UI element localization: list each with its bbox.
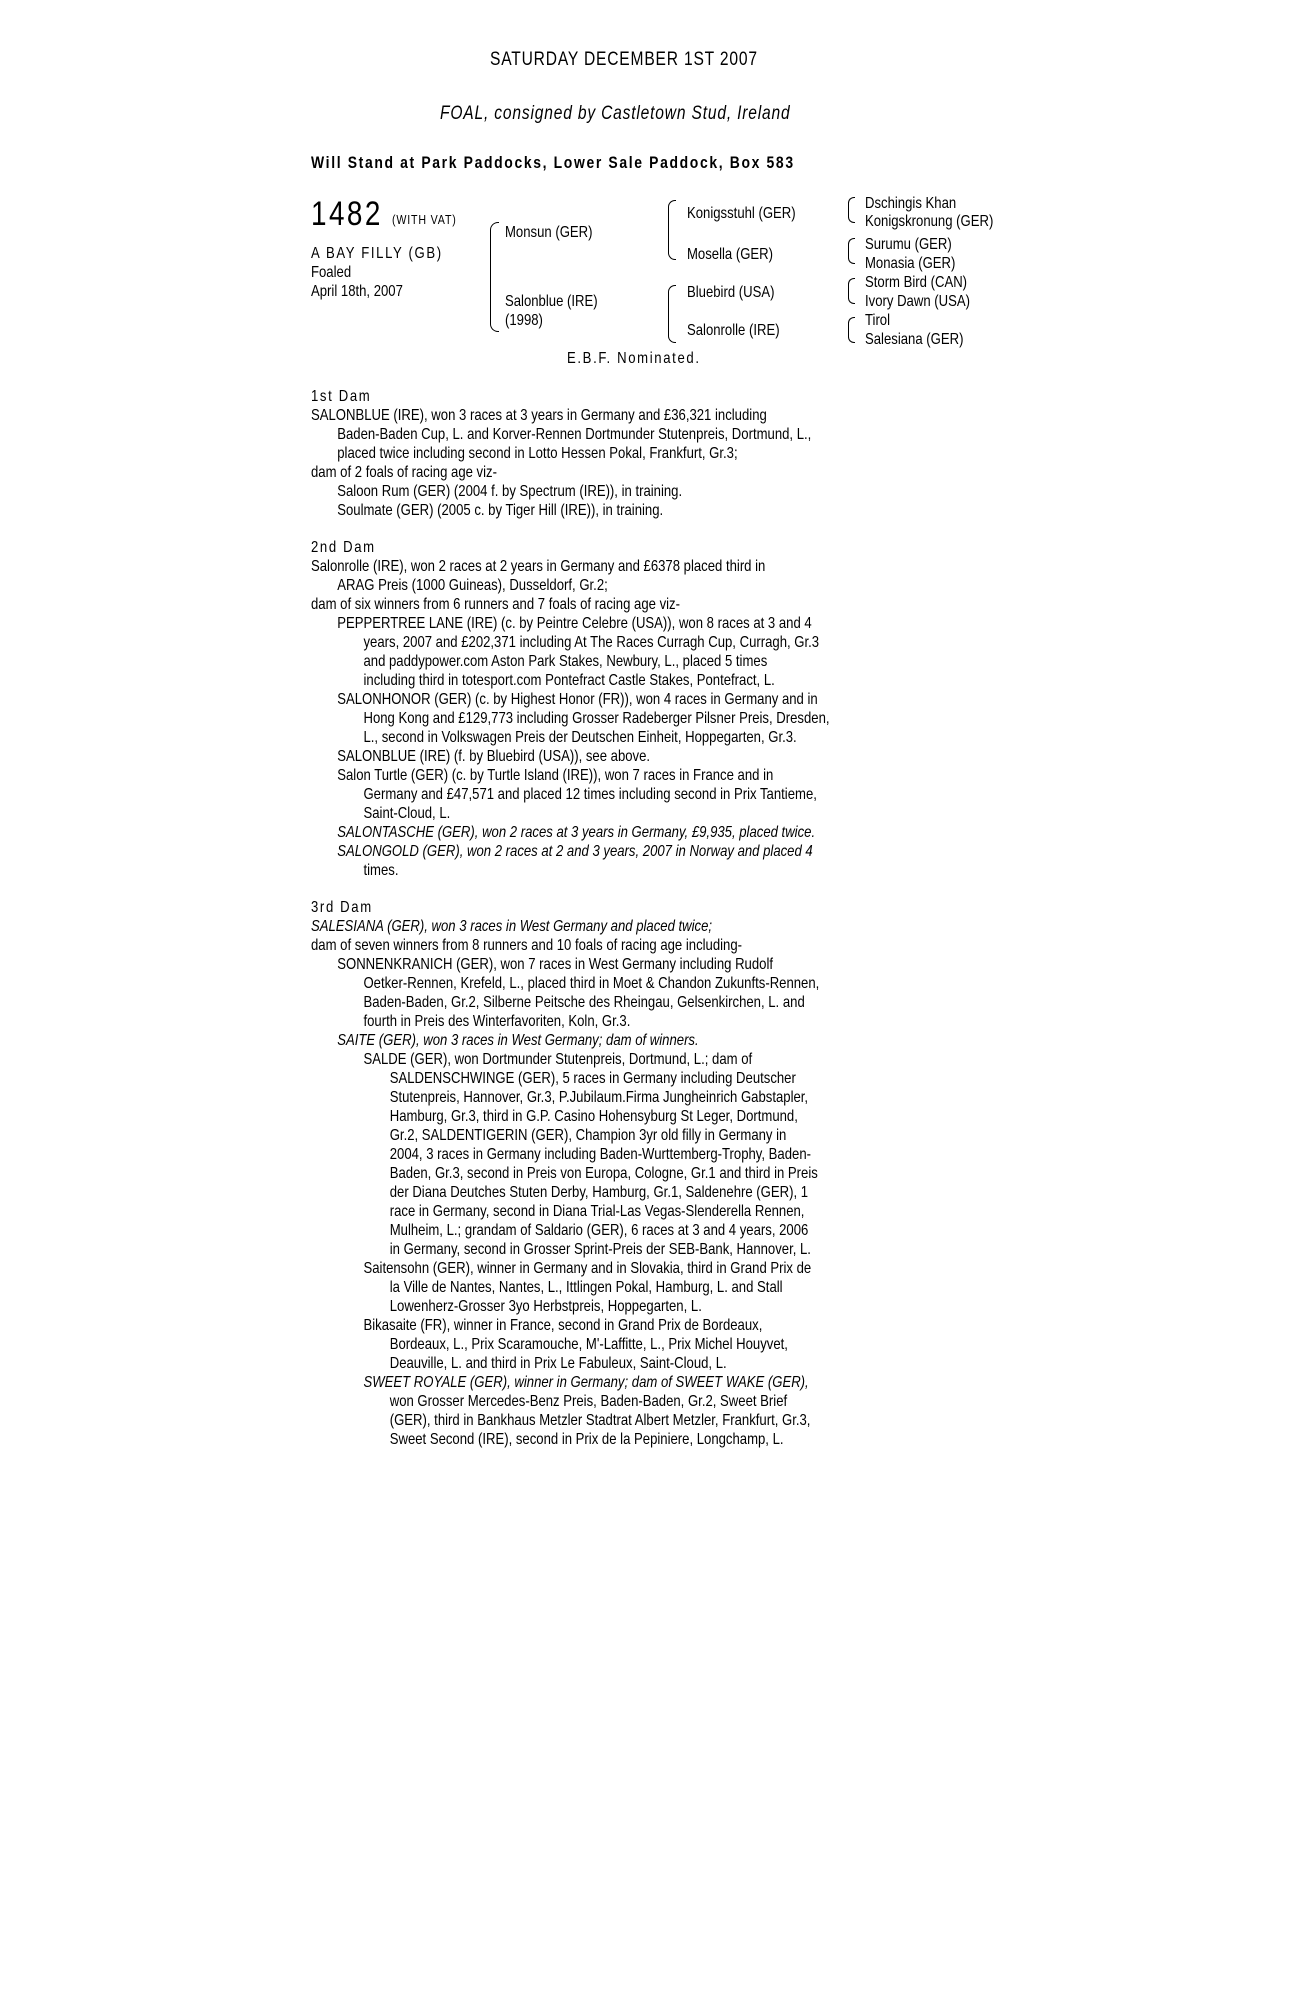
produce-line: Bordeaux, L., Prix Scaramouche, M'-Laffitte, L., Prix Michel Houyvet, xyxy=(389,1336,788,1353)
pedigree-g1: Dschingis Khan xyxy=(865,195,957,212)
second-dam-section xyxy=(311,538,934,880)
lot-number: 1482 xyxy=(311,195,383,233)
produce-line: SALDENSCHWINGE (GER), 5 races in Germany including Deutscher xyxy=(389,1070,796,1087)
produce-line: Oetker-Rennen, Krefeld, L., placed third in Moet & Chandon Zukunfts-Rennen, xyxy=(363,975,820,992)
produce-line: SALONGOLD (GER), won 2 races at 2 and 3 years, 2007 in Norway and placed 4 xyxy=(337,843,813,860)
produce-line: Saitensohn (GER), winner in Germany and in Slovakia, third in Grand Prix de xyxy=(363,1260,812,1277)
lot-description: A BAY FILLY (GB) xyxy=(311,245,443,262)
pedigree-brace-g56 xyxy=(848,278,855,304)
dam-line: dam of six winners from 6 runners and 7 foals of racing age viz- xyxy=(311,596,680,613)
produce-line: years, 2007 and £202,371 including At The Races Curragh Cup, Curragh, Gr.3 xyxy=(363,634,820,651)
produce-line: L., second in Volkswagen Preis der Deutschen Einheit, Hoppegarten, Gr.3. xyxy=(363,729,797,746)
third-dam-section xyxy=(311,898,934,1449)
pedigree-brace-g34 xyxy=(848,238,855,264)
dam-line: placed twice including second in Lotto Hessen Pokal, Frankfurt, Gr.3; xyxy=(337,445,738,462)
pedigree-dam: Salonblue (IRE) xyxy=(505,293,598,310)
pedigree-g5: Storm Bird (CAN) xyxy=(865,274,968,291)
produce-line: Salon Turtle (GER) (c. by Turtle Island (IRE)), won 7 races in France and in xyxy=(337,767,774,784)
pedigree-brace-g12 xyxy=(848,197,855,223)
pedigree-g6: Ivory Dawn (USA) xyxy=(865,293,970,310)
produce-line: SWEET ROYALE (GER), winner in Germany; dam of SWEET WAKE (GER), xyxy=(363,1374,809,1391)
pedigree-g2: Konigskronung (GER) xyxy=(865,213,994,230)
dam-line: SALESIANA (GER), won 3 races in West Germany and placed twice; xyxy=(311,918,713,935)
vat-note: (WITH VAT) xyxy=(392,212,457,227)
produce-line: including third in totesport.com Pontefract Castle Stakes, Pontefract, L. xyxy=(363,672,775,689)
produce-line: 2004, 3 races in Germany including Baden-Wurttemberg-Trophy, Baden- xyxy=(389,1146,811,1163)
first-dam-section xyxy=(311,387,934,520)
produce-line: Hong Kong and £129,773 including Grosser Radeberger Pilsner Preis, Dresden, xyxy=(363,710,830,727)
dam-line: Baden-Baden Cup, L. and Korver-Rennen Dortmunder Stutenpreis, Dortmund, L., xyxy=(337,426,812,443)
produce-line: der Diana Deutches Stuten Derby, Hamburg, Gr.1, Saldenehre (GER), 1 xyxy=(389,1184,809,1201)
pedigree-g4: Monasia (GER) xyxy=(865,255,956,272)
produce-line: Hamburg, Gr.3, third in G.P. Casino Hohensyburg St Leger, Dortmund, xyxy=(389,1108,798,1125)
lot-heading xyxy=(311,196,399,232)
pedigree-sire-dam: Mosella (GER) xyxy=(687,246,774,263)
section-title: 1st Dam xyxy=(311,388,372,405)
sale-date: SATURDAY DECEMBER 1ST 2007 xyxy=(490,49,758,70)
dam-line: ARAG Preis (1000 Guineas), Dusseldorf, Gr.2; xyxy=(337,577,608,594)
section-title: 2nd Dam xyxy=(311,539,376,556)
dam-line: Salonrolle (IRE), won 2 races at 2 years in Germany and £6378 placed third in xyxy=(311,558,766,575)
produce-line: in Germany, second in Grosser Sprint-Preis der SEB-Bank, Hannover, L. xyxy=(389,1241,811,1258)
produce-line: and paddypower.com Aston Park Stakes, Newbury, L., placed 5 times xyxy=(363,653,768,670)
dam-line: dam of 2 foals of racing age viz- xyxy=(311,464,497,481)
produce-line: Deauville, L. and third in Prix Le Fabuleux, Saint-Cloud, L. xyxy=(389,1355,727,1372)
produce-line: race in Germany, second in Diana Trial-Las Vegas-Slenderella Rennen, xyxy=(389,1203,805,1220)
produce-line: Germany and £47,571 and placed 12 times including second in Prix Tantieme, xyxy=(363,786,817,803)
produce-line: PEPPERTREE LANE (IRE) (c. by Peintre Celebre (USA)), won 8 races at 3 and 4 xyxy=(337,615,812,632)
produce-line: Saloon Rum (GER) (2004 f. by Spectrum (IRE)), in training. xyxy=(337,483,683,500)
produce-line: SONNENKRANICH (GER), won 7 races in West Germany including Rudolf xyxy=(337,956,774,973)
produce-line: Gr.2, SALDENTIGERIN (GER), Champion 3yr old filly in Germany in xyxy=(389,1127,787,1144)
pedigree-brace-sire xyxy=(668,200,676,260)
produce-line: Mulheim, L.; grandam of Saldario (GER), 6 races at 3 and 4 years, 2006 xyxy=(389,1222,809,1239)
pedigree-brace-dam xyxy=(668,285,676,343)
pedigree-sire-sire: Konigsstuhl (GER) xyxy=(687,205,796,222)
produce-line: Baden-Baden, Gr.2, Silberne Peitsche des Rheingau, Gelsenkirchen, L. and xyxy=(363,994,805,1011)
pedigree-sire: Monsun (GER) xyxy=(505,224,593,241)
produce-line: SALONHONOR (GER) (c. by Highest Honor (FR)), won 4 races in Germany and in xyxy=(337,691,818,708)
stand-location: Will Stand at Park Paddocks, Lower Sale Paddock, Box 583 xyxy=(311,153,795,172)
pedigree-dam-dam: Salonrolle (IRE) xyxy=(687,322,780,339)
foaled-date: April 18th, 2007 xyxy=(311,283,403,300)
pedigree-g8: Salesiana (GER) xyxy=(865,331,964,348)
pedigree-g7: Tirol xyxy=(865,312,891,329)
produce-line: SAITE (GER), won 3 races in West Germany; dam of winners. xyxy=(337,1032,699,1049)
pedigree-dam-sire: Bluebird (USA) xyxy=(687,284,775,301)
ebf-nomination: E.B.F. Nominated. xyxy=(567,350,701,367)
produce-line: Lowenherz-Grosser 3yo Herbstpreis, Hoppegarten, L. xyxy=(389,1298,702,1315)
produce-line: la Ville de Nantes, Nantes, L., Ittlingen Pokal, Hamburg, L. and Stall xyxy=(389,1279,783,1296)
produce-line: SALONTASCHE (GER), won 2 races at 3 years in Germany, £9,935, placed twice. xyxy=(337,824,816,841)
produce-line: Saint-Cloud, L. xyxy=(363,805,451,822)
pedigree-g3: Surumu (GER) xyxy=(865,236,952,253)
dam-line: dam of seven winners from 8 runners and 10 foals of racing age including- xyxy=(311,937,743,954)
produce-line: Baden, Gr.3, second in Preis von Europa, Cologne, Gr.1 and third in Preis xyxy=(389,1165,818,1182)
produce-line: Sweet Second (IRE), second in Prix de la Pepiniere, Longchamp, L. xyxy=(389,1431,784,1448)
produce-line: Soulmate (GER) (2005 c. by Tiger Hill (IRE)), in training. xyxy=(337,502,664,519)
produce-line: times. xyxy=(363,862,399,879)
consignor-line: FOAL, consigned by Castletown Stud, Ireland xyxy=(440,103,791,124)
produce-line: (GER), third in Bankhaus Metzler Stadtrat Albert Metzler, Frankfurt, Gr.3, xyxy=(389,1412,811,1429)
dam-line: SALONBLUE (IRE), won 3 races at 3 years in Germany and £36,321 including xyxy=(311,407,767,424)
pedigree-brace-g78 xyxy=(848,317,855,343)
produce-line: SALDE (GER), won Dortmunder Stutenpreis, Dortmund, L.; dam of xyxy=(363,1051,753,1068)
produce-line: won Grosser Mercedes-Benz Preis, Baden-Baden, Gr.2, Sweet Brief xyxy=(389,1393,788,1410)
pedigree-brace-main xyxy=(490,222,499,332)
produce-line: fourth in Preis des Winterfavoriten, Koln, Gr.3. xyxy=(363,1013,631,1030)
pedigree-dam-year: (1998) xyxy=(505,312,543,329)
produce-line: Stutenpreis, Hannover, Gr.3, P.Jubilaum.Firma Jungheinrich Gabstapler, xyxy=(389,1089,809,1106)
produce-line: SALONBLUE (IRE) (f. by Bluebird (USA)), see above. xyxy=(337,748,651,765)
produce-line: Bikasaite (FR), winner in France, second in Grand Prix de Bordeaux, xyxy=(363,1317,763,1334)
section-title: 3rd Dam xyxy=(311,899,373,916)
foaled-label: Foaled xyxy=(311,264,352,281)
